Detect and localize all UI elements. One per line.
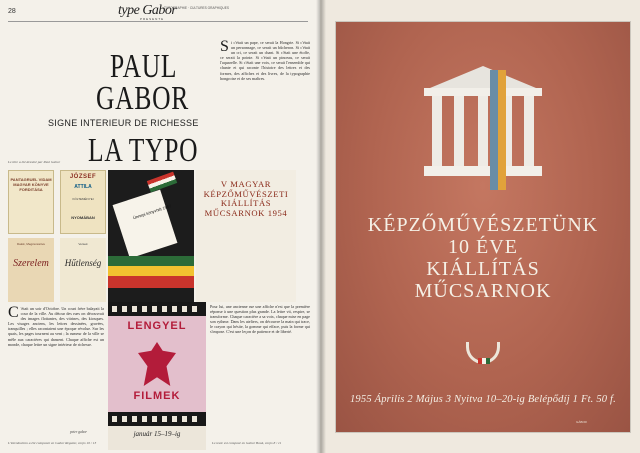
page-gutter <box>316 0 326 453</box>
hungarian-flag-icon <box>147 172 177 193</box>
poster-konyvhet-text: Ünnepi könyvhét 1957 <box>132 203 172 221</box>
drop-cap: C <box>8 306 19 321</box>
ribbon-blue <box>490 70 498 190</box>
poster-szerelem <box>8 238 54 302</box>
header-rule <box>8 21 308 22</box>
poster-pantagruel <box>8 170 54 234</box>
temple-icon <box>424 66 542 176</box>
poster-lengyel-text: LENGYEL <box>127 320 187 332</box>
exhibition-poster <box>336 22 630 432</box>
poster-jozsef-attila <box>60 170 106 234</box>
body-column-right-bottom <box>210 304 310 440</box>
poster-szerelem-script: Szerelem <box>13 258 49 269</box>
temple-base <box>424 166 542 176</box>
temple-column <box>432 96 442 166</box>
poster-hutlenseg-script: Hűtlenség <box>64 258 102 268</box>
title-la-typo: LA TYPO <box>88 132 199 169</box>
temple-column <box>454 96 464 166</box>
poster-konyvhet <box>108 170 194 302</box>
film-strip-bottom <box>108 412 206 426</box>
footer-note-left: L'introduction a été composée en Gabor Regular, corps 10 / 13 <box>8 441 97 445</box>
header-meta: TYPOGRAPHIE · CULTURES GRAPHIQUES <box>164 6 229 10</box>
poster-hutlenseg <box>60 238 106 302</box>
right-page <box>320 0 640 453</box>
poster-filmek-text: FILMEK <box>133 390 181 402</box>
title-subtitle: SIGNE INTERIEUR DE RICHESSE <box>48 118 199 128</box>
book-stripe-red <box>108 276 194 288</box>
title-gabor: GABOR <box>96 80 190 117</box>
poster-jozsef-line4: NYOMÁBAN <box>71 215 95 220</box>
poster-jozsef-line2: ATTILA <box>74 184 92 190</box>
book-stripe-green <box>108 256 194 266</box>
brand-subtitle: PRESENTE <box>140 17 165 21</box>
poster-lengyel-filmek <box>108 302 206 450</box>
body-column-left <box>8 306 104 426</box>
ribbon-gold <box>498 70 506 190</box>
film-holes <box>112 416 202 422</box>
body-column-right-top <box>220 40 310 162</box>
temple-column <box>524 96 534 166</box>
poster-signature: GÁBOR <box>576 420 587 424</box>
poster-jozsef-line3: KÖLTEMÉNYEI <box>72 197 94 201</box>
temple-column <box>478 96 488 166</box>
title-paul: PAUL <box>110 48 178 85</box>
brand-logo: type Gabor <box>118 3 177 18</box>
poster-title-line1: KÉPZŐMŰVÉSZETÜNK <box>367 214 599 236</box>
poster-title <box>336 214 630 302</box>
footer-note-right: Le texte est composé en Gabor Book, corps 8 / 11 <box>212 441 282 445</box>
poster-title-line2: 10 ÉVE <box>448 236 518 258</box>
poster-title-line3: KIÁLLÍTÁS <box>426 258 540 280</box>
title-caption: Le titre a été dessiné par Paul Gabor <box>8 160 61 164</box>
film-holes <box>112 306 202 312</box>
poster-dates: 1955 Április 2 Május 3 Nyitva 10–20-ig Belépődíj 1 Ft. 50 f. <box>349 394 617 405</box>
author-credit: peter gabor <box>70 430 87 434</box>
body-text: 'était un soir d'Octobre. Un court frère balayait la cour de la ville. Au détour des rues on découvrait des images flottantes, des vitrines, des kiosques. Les visages anciens, les lettres dessinées, gravées, tranquilles ; elles racontaient une époque révolue. Sur les quais, les pages tournent au vent ; la rumeur de la ville se mêle aux caractères qui dansent. Chaque affiche est un monde, chaque lettre un signe intérieur de richesse. <box>8 306 104 347</box>
temple-roof <box>430 66 536 88</box>
film-strip-top <box>108 302 206 316</box>
poster-date: január 15–19–ig <box>133 430 181 438</box>
book-stripe-yellow <box>108 266 194 276</box>
poster-kepzomuveszeti-text: V MAGYAR KÉPZŐMŰVÉSZETI KIÁLLÍTÁS MŰCSARNOK 1954 <box>203 179 289 218</box>
poster-szerelem-small: Dalok, Megzenésítve <box>16 242 45 246</box>
poster-kepzomuveszeti <box>196 170 296 302</box>
temple-beam <box>424 88 542 96</box>
poster-pantagruel-text: PANTAGRUEL VIDAM MAGYAR KÖNYVE FORDITÁSA <box>10 177 52 192</box>
body-text: Pour lui, une ancienne rue une affiche n'est que la première réponse à une question plus grande. La lettre vit, respire, se transforme. Chaque caractère a sa voix, chaque mise en page son rythme. Dans les ateliers, on découvre la main qui trace, le crayon qui hésite, la gomme qui efface, puis la forme qui s'impose. C'est une leçon de patience et de liberté. <box>210 304 310 335</box>
drop-cap: S <box>220 40 229 55</box>
book-icon <box>113 190 178 259</box>
poster-jozsef-line1: JÓZSEF <box>69 174 97 180</box>
page-number: 28 <box>8 8 16 15</box>
wreath-ribbon <box>478 358 490 364</box>
poster-hutlenseg-small: Versek <box>78 242 88 246</box>
body-text: i c'était un pape, ce serait la Hongrie. Si c'était un personnage, ce serait un bûcheron. Si c'était un cri, ce serait un chant. Si c'était une étoffe, ce serait la pointe. Si c'était un pinceau, ce serait l'aquarelle. Si c'était une voix, ce serait l'ensemble qui chante et qui raconte l'histoire des lettres et des formes, des affiches et des livres, de la typographie hongroise et de ses maîtres. <box>220 40 310 81</box>
poster-title-line4: MŰCSARNOK <box>414 280 552 302</box>
